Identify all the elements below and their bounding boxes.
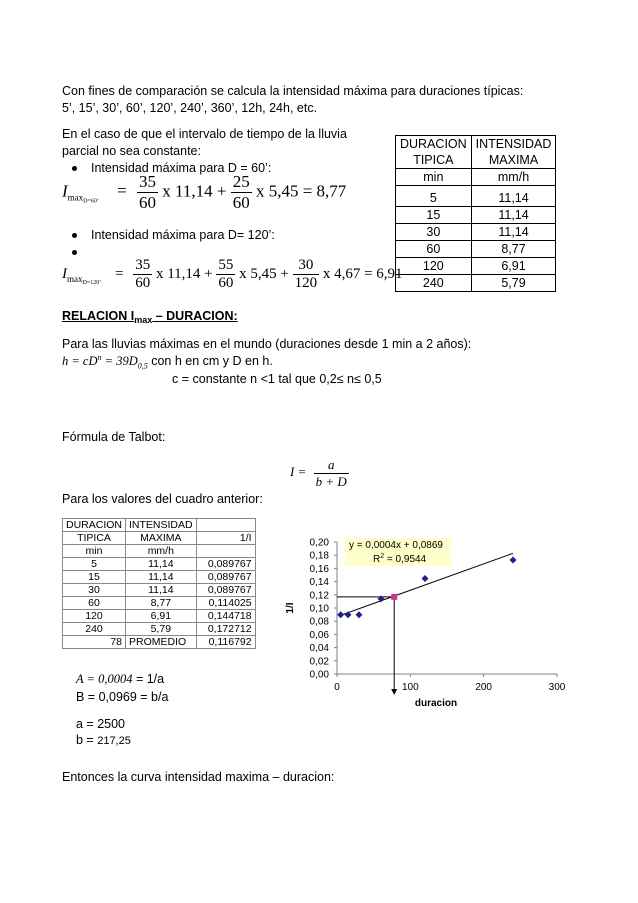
eq120-num1: 35 [135, 257, 151, 273]
table1-cell: 5 [396, 186, 472, 207]
intro-line-1: Con fines de comparación se calcula la intensidad máxima para duraciones típicas: [62, 84, 524, 98]
table2-header-cell: MAXIMA [126, 532, 197, 545]
chart-svg [283, 520, 573, 720]
table1-cell: 15 [396, 207, 472, 224]
table1-cell: 11,14 [471, 224, 556, 241]
table2-header-cell: mm/h [126, 545, 197, 558]
table2-footer-cell: 78 [63, 636, 126, 649]
table1-cell: 60 [396, 241, 472, 258]
table2-cell: 240 [63, 623, 126, 636]
talbot-I: I = [290, 464, 307, 480]
eq60-num2: 25 [232, 172, 250, 191]
eq60-I: I [62, 181, 68, 201]
eq120-num2: 55 [218, 257, 234, 273]
eq60-subsub: D=60’ [83, 198, 99, 205]
table-row [396, 275, 556, 292]
talbot-title: Fórmula de Talbot: [62, 430, 166, 444]
relacion-heading-sub: max [134, 315, 153, 325]
eq120-den3: 120 [294, 275, 318, 291]
table2-cell: 6,91 [126, 610, 197, 623]
relacion-heading [62, 309, 238, 325]
x-axis-label: duracion [414, 698, 458, 709]
table2-cell: 5,79 [126, 623, 197, 636]
caso-line-1: En el caso de que el intervalo de tiempo de la lluvia [62, 127, 347, 141]
y-tick-label: 0,14 [309, 577, 329, 589]
table1-header-cell: min [396, 169, 472, 186]
y-tick-label: 0,08 [309, 616, 329, 628]
y-tick-label: 0,04 [309, 643, 329, 655]
eq120-num3: 30 [293, 257, 320, 275]
y-tick-label: 0,12 [309, 590, 329, 602]
table1-header-cell: MAXIMA [471, 152, 556, 169]
bullet-d60-text: Intensidad máxima para D = 60’: [91, 161, 272, 175]
eq120-term1: x 11,14 + [155, 265, 213, 282]
x-tick-label: 100 [401, 682, 419, 693]
y-tick-label: 0,16 [309, 563, 329, 575]
table2-cell: 11,14 [126, 571, 197, 584]
eq60-den2: 60 [232, 193, 250, 212]
table1-header-cell: DURACION [396, 136, 472, 153]
table1-header-cell: INTENSIDAD [471, 136, 556, 153]
table2-cell: 0,089767 [196, 571, 255, 584]
result-b-val: 217,25 [97, 735, 131, 747]
arrow-icon [391, 689, 397, 695]
intro-line-2: 5’, 15’, 30’, 60’, 120’, 240’, 360’, 12h, 24h, etc. [62, 101, 318, 115]
table2-header-cell: INTENSIDAD [126, 519, 197, 532]
table1-cell: 11,14 [471, 186, 556, 207]
table-row [63, 571, 256, 584]
y-tick-label: 0,06 [309, 629, 329, 641]
eq60-equals: = [117, 181, 127, 201]
formula-h: h = cD [62, 354, 98, 369]
table2-cell: 11,14 [126, 584, 197, 597]
relacion-formula [62, 353, 273, 371]
table-row [63, 558, 256, 571]
table-inverse [62, 518, 256, 649]
table1-cell: 30 [396, 224, 472, 241]
data-point [510, 557, 517, 564]
data-point [337, 611, 344, 618]
table2-header-cell: min [63, 545, 126, 558]
result-b [76, 733, 131, 747]
table2-header-row [63, 532, 256, 545]
eq120-den2: 60 [218, 275, 234, 291]
cuadro-text: Para los valores del cuadro anterior: [62, 492, 263, 506]
caso-line-2: parcial no sea constante: [62, 144, 201, 158]
trend-equation: y = 0,0004x + 0,0869 [349, 540, 443, 551]
table2-cell: 120 [63, 610, 126, 623]
table2-header-cell [196, 545, 255, 558]
result-A-value: A = 0,0004 [76, 672, 133, 686]
y-tick-label: 0,02 [309, 656, 329, 668]
x-tick-label: 300 [548, 682, 566, 693]
table-row [396, 224, 556, 241]
relacion-heading-post: – DURACION: [152, 309, 238, 323]
relacion-line-1: Para las lluvias máximas en el mundo (duraciones desde 1 min a 2 años): [62, 337, 472, 351]
bullet-d120-text: Intensidad máxima para D= 120’: [91, 228, 275, 242]
table-intensidad [395, 135, 556, 292]
talbot-formula [290, 457, 349, 490]
table1-cell: 120 [396, 258, 472, 275]
table2-cell: 0,114025 [196, 597, 255, 610]
formula-tail: con h en cm y D en h. [147, 354, 273, 369]
table-row [396, 258, 556, 275]
table1-header-cell: TIPICA [396, 152, 472, 169]
data-point [356, 611, 363, 618]
formula-mid: = 39D [101, 354, 138, 369]
y-tick-label: 0,10 [309, 603, 329, 615]
formula-sub: 0,5 [137, 361, 148, 371]
table2-footer-row [63, 636, 256, 649]
equation-d120 [62, 257, 403, 292]
table1-header-row [396, 152, 556, 169]
table-row [63, 610, 256, 623]
table-row [63, 623, 256, 636]
x-tick-label: 200 [475, 682, 493, 693]
table1-header-row [396, 169, 556, 186]
table2-cell: 8,77 [126, 597, 197, 610]
closing-text: Entonces la curva intensidad maxima – duracion: [62, 770, 335, 784]
bullet-icon [72, 166, 77, 171]
table2-footer-cell: PROMEDIO [126, 636, 197, 649]
table-row [63, 597, 256, 610]
relacion-line-3: c = constante n <1 tal que 0,2≤ n≤ 0,5 [172, 372, 382, 386]
table1-cell: 240 [396, 275, 472, 292]
chart [283, 520, 573, 720]
table2-cell: 0,089767 [196, 558, 255, 571]
talbot-num: a [314, 457, 349, 474]
eq60-term1: x 11,14 + [162, 181, 227, 201]
eq120-subsub: D=120’ [82, 279, 102, 286]
table1-header-cell: mm/h [471, 169, 556, 186]
eq60-term2: x 5,45 = 8,77 [255, 181, 347, 201]
table2-header-row [63, 519, 256, 532]
talbot-den: b + D [315, 474, 347, 489]
table2-cell: 15 [63, 571, 126, 584]
equation-d60 [62, 172, 346, 213]
result-b-pre: b = [76, 733, 98, 747]
result-A-tail: = 1/a [132, 672, 165, 686]
table2-cell: 60 [63, 597, 126, 610]
y-tick-label: 0,18 [309, 550, 329, 562]
eq120-term3: x 4,67 = 6,91 [322, 265, 403, 282]
table2-cell: 0,144718 [196, 610, 255, 623]
eq60-sub: max [67, 192, 84, 203]
table2-cell: 30 [63, 584, 126, 597]
table-row [396, 241, 556, 258]
table1-header-row [396, 136, 556, 153]
eq120-den1: 60 [135, 275, 151, 291]
table1-cell: 11,14 [471, 207, 556, 224]
table1-cell: 6,91 [471, 258, 556, 275]
r-squared: $R^2 = 0,9544$ [373, 553, 427, 565]
y-tick-label: 0,20 [309, 537, 329, 549]
result-A [76, 672, 164, 687]
table2-header-cell: TIPICA [63, 532, 126, 545]
eq60-den1: 60 [138, 193, 156, 212]
table2-cell: 0,089767 [196, 584, 255, 597]
y-axis-label: 1/I [285, 602, 296, 614]
highlight-point [391, 594, 397, 600]
relacion-heading-pre: RELACION I [62, 309, 135, 323]
table2-header-cell: 1/I [196, 532, 255, 545]
eq120-sub: max [67, 273, 83, 284]
result-a: a = 2500 [76, 717, 126, 731]
table1-cell: 8,77 [471, 241, 556, 258]
eq120-term2: x 5,45 + [239, 265, 289, 282]
table-row [396, 207, 556, 224]
eq120-I: I [62, 265, 67, 282]
x-tick-label: 0 [334, 682, 340, 693]
table2-cell: 11,14 [126, 558, 197, 571]
result-B: B = 0,0969 = b/a [76, 690, 169, 704]
formula-exp: n [97, 353, 102, 362]
table1-cell: 5,79 [471, 275, 556, 292]
y-tick-label: 0,00 [309, 669, 329, 681]
eq60-num1: 35 [138, 172, 156, 191]
bullet-icon [72, 250, 77, 255]
table2-cell: 0,172712 [196, 623, 255, 636]
table2-header-cell: DURACION [63, 519, 126, 532]
bullet-d120 [72, 228, 275, 242]
table-row [396, 186, 556, 207]
table2-cell: 5 [63, 558, 126, 571]
table-row [63, 584, 256, 597]
bullet-icon [72, 233, 77, 238]
eq120-equals: = [114, 265, 124, 282]
table2-header-cell [196, 519, 255, 532]
table2-header-row [63, 545, 256, 558]
data-point [422, 575, 429, 582]
table2-footer-cell: 0,116792 [196, 636, 255, 649]
